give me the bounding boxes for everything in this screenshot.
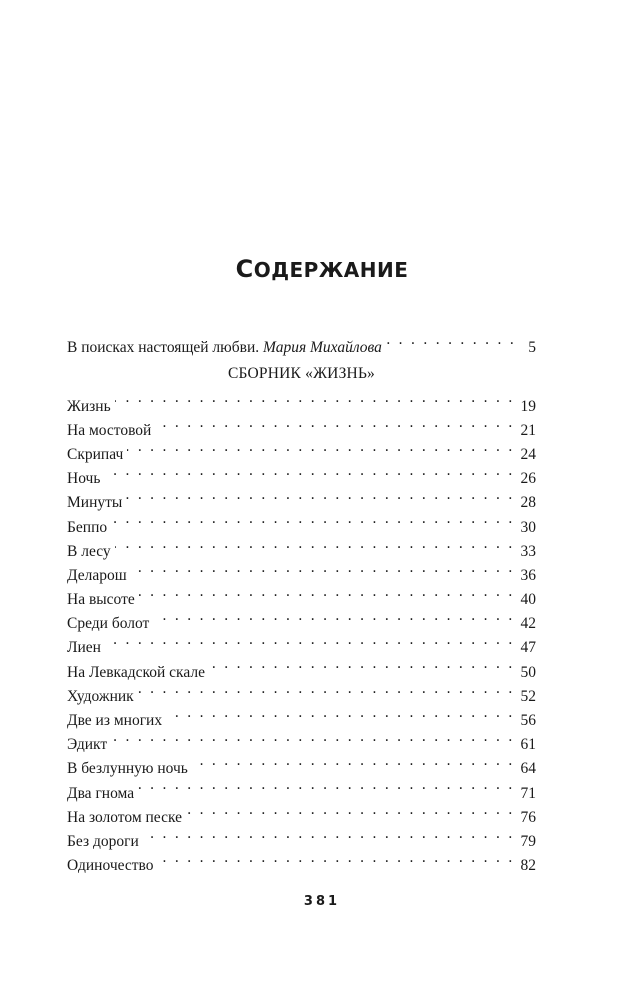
toc-entry-title: На мостовой: [67, 421, 152, 439]
toc-entry-title: Одиночество: [67, 857, 154, 875]
dot-leader: [104, 459, 514, 483]
dot-leader: [143, 822, 515, 846]
toc-entry[interactable]: [67, 532, 536, 560]
toc-entry-page: 61: [520, 736, 536, 754]
toc-entry-title: На золотом песке: [67, 808, 182, 826]
dot-leader: [131, 556, 515, 580]
dot-leader: [127, 435, 514, 459]
toc-entry-title: Среди болот: [67, 615, 150, 633]
toc-entry-page: 76: [520, 808, 536, 826]
toc-entry-title: Эдикт: [67, 736, 108, 754]
toc-entry-title: Жизнь: [67, 397, 111, 415]
dot-leader: [139, 580, 515, 604]
page-title-rest: ОДЕРЖАНИЕ: [253, 258, 409, 282]
dot-leader: [386, 328, 516, 352]
dot-leader: [158, 846, 515, 870]
toc-entry[interactable]: [67, 677, 536, 705]
dot-leader: [153, 604, 514, 628]
toc-entry[interactable]: [67, 773, 536, 802]
dot-leader: [209, 652, 515, 676]
toc-entry[interactable]: [67, 507, 536, 536]
toc-entry-title: Деларош: [67, 566, 127, 584]
toc-entry[interactable]: [67, 749, 536, 778]
dot-leader: [115, 532, 515, 556]
toc-entry[interactable]: [67, 580, 536, 609]
toc-entry-page: 47: [520, 639, 536, 657]
dot-leader: [115, 386, 515, 410]
toc-entry[interactable]: [67, 652, 536, 681]
toc-entry-page: 42: [520, 615, 536, 633]
toc-entry-title: Ночь: [67, 470, 101, 488]
dot-leader: [126, 483, 514, 507]
toc-entry-title: Лиен: [67, 639, 101, 657]
dot-leader: [105, 628, 515, 652]
toc-entry-page: 26: [520, 470, 536, 488]
toc-entry-title: Два гнома: [67, 784, 135, 802]
toc-entry-page: 50: [520, 663, 536, 681]
section-heading: СБОРНИК «ЖИЗНЬ»: [228, 365, 375, 383]
toc-entry-title: На высоте: [67, 591, 135, 609]
page-title-initial: С: [235, 255, 254, 283]
toc-entry[interactable]: [67, 386, 536, 415]
toc-entry-title: Без дороги: [67, 832, 139, 850]
table-of-contents: [67, 328, 536, 875]
toc-entry[interactable]: [67, 556, 536, 584]
toc-entry-title: В лесу: [67, 542, 111, 560]
toc-entry-list: [67, 386, 536, 875]
toc-entry[interactable]: [67, 459, 536, 488]
toc-entry-title: Две из многих: [67, 712, 163, 729]
toc-entry-page: 33: [520, 542, 536, 560]
page-title: [0, 255, 644, 283]
toc-entry-page: 30: [520, 518, 536, 536]
toc-entry-intro[interactable]: [67, 328, 536, 357]
toc-entry-title: Скрипач: [67, 445, 124, 463]
dot-leader: [111, 507, 514, 531]
toc-entry-page: 56: [520, 712, 536, 729]
dot-leader: [138, 677, 515, 701]
page-number: 381: [303, 894, 341, 909]
toc-entry-page: 5: [528, 339, 536, 357]
dot-leader: [111, 725, 514, 749]
toc-entry-author: Мария Михайлова: [263, 339, 382, 357]
toc-entry-page: 40: [520, 591, 536, 609]
toc-entry-page: 71: [520, 784, 536, 802]
toc-entry[interactable]: [67, 411, 536, 439]
toc-entry-page: 28: [520, 494, 536, 512]
toc-entry-title: [67, 336, 386, 360]
toc-entry[interactable]: [67, 483, 536, 512]
toc-entry-page: 64: [520, 760, 536, 778]
toc-entry-page: 21: [520, 421, 536, 439]
toc-entry[interactable]: [67, 435, 536, 463]
dot-leader: [155, 411, 514, 435]
toc-entry-page: 52: [520, 687, 536, 705]
toc-entry-title: Минуты: [67, 494, 123, 512]
toc-entry[interactable]: [67, 725, 536, 754]
toc-entry-page: 79: [520, 832, 536, 850]
toc-entry-page: 19: [520, 397, 536, 415]
toc-entry-title: Беппо: [67, 518, 108, 536]
toc-entry-page: 36: [520, 566, 536, 584]
dot-leader: [192, 749, 515, 773]
dot-leader: [166, 701, 514, 725]
toc-entry[interactable]: [67, 628, 536, 657]
toc-entry-title: Художник: [67, 687, 134, 705]
toc-entry-page: 24: [520, 445, 536, 463]
toc-entry-title: На Левкадской скале: [67, 663, 205, 681]
toc-entry-title-text: В поисках настоящей любви.: [67, 339, 260, 357]
toc-entry-page: 82: [520, 857, 536, 875]
dot-leader: [186, 798, 515, 822]
dot-leader: [138, 773, 514, 797]
toc-entry-title: В безлунную ночь: [67, 760, 188, 778]
